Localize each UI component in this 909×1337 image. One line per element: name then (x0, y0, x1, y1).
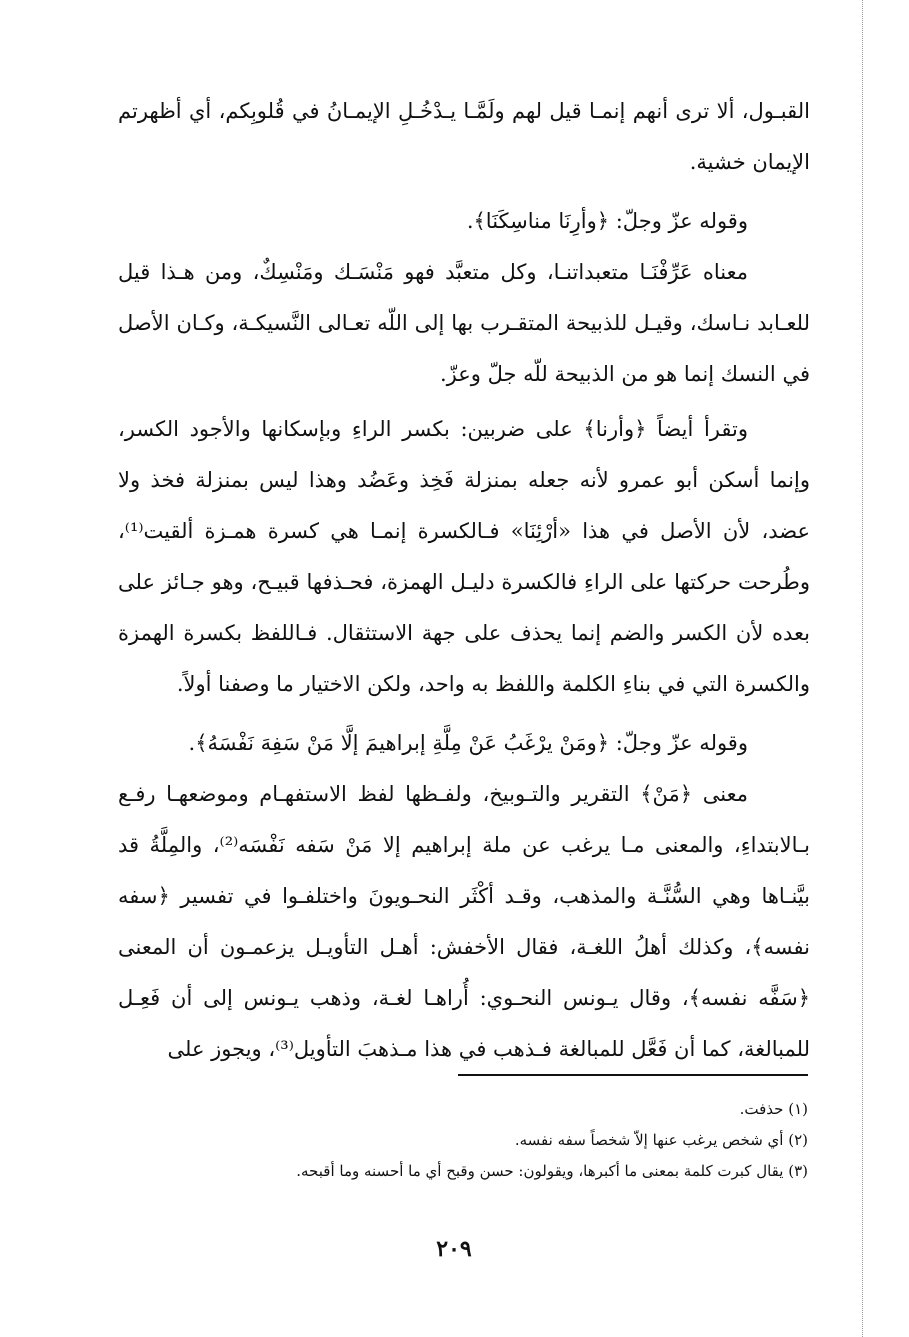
main-text (118, 86, 810, 1075)
verse-heading: وقوله عزّ وجلّ: ﴿وأرِنَا مناسِكَنَا﴾. (466, 209, 748, 233)
footnotes (118, 1094, 808, 1187)
footnote: (٢) أي شخص يرغب عنها إلاّ شخصاً سفه نفسه. (514, 1131, 808, 1149)
paragraph: وتقرأ أيضاً ﴿وأرنا﴾ على ضربين: بكسر الراءِ وبإسكانها والأجود الكسر، وإنما أسكن أبو عمرو لأنه جعله بمنزلة فَخِذ وعَضُد وهذا ليس بمنزلة فخذ ولا عضد، لأن الأصل في هذا «أرْئِنَا» فـالكسرة إنمـا هي كسرة همـزة ألقيت⁽¹⁾، وطُرحت حركتها على الراءِ فالكسرة دليـل الهمزة، فحـذفها قبيـح، وهو جـائز على بعده لأن الكسر والضم إنما يحذف على جهة الاستثقال. فـاللفظ بكسرة الهمزة والكسرة التي في بناءِ الكلمة واللفظ به واحد، ولكن الاختيار ما وصفنا أولاً. (118, 417, 810, 696)
page-edge-line (862, 0, 863, 1337)
footnote: (١) حذفت. (739, 1100, 808, 1118)
paragraph: معناه عَرِّفْنَـا متعبداتنـا، وكل متعبَّد فهو مَنْسَـك ومَنْسِكٌ، ومن هـذا قيل للعـابد نـاسك، وقيـل للذبيحة المتقـرب بها إلى اللّه تعـالى النَّسيكـة، وكـان الأصل في النسك إنما هو من الذبيحة للّه جلّ وعزّ. (118, 260, 810, 386)
footnote-divider (458, 1074, 808, 1076)
footnote: (٣) يقال كبرت كلمة بمعنى ما أكبرها، ويقولون: حسن وقبح أي ما أحسنه وما أقبحه. (296, 1162, 808, 1180)
paragraph: معنى ﴿مَنْ﴾ التقرير والتـوبيخ، ولفـظها لفظ الاستفهـام وموضعهـا رفـع بـالابتداءِ، والمعنى مـا يرغب عن ملة إبراهيم إلا مَنْ سَفه نَفْسَه⁽²⁾، والمِلَّةُ قد بيَّنـاها وهي السُّنَّـة والمذهب، وقـد أكْثَر النحـويونَ واختلفـوا في تفسير ﴿سفه نفسه﴾، وكذلك أهلُ اللغـة، فقال الأخفش: أهـل التأويـل يزعمـون أن المعنى ﴿سَفَّه نفسه﴾، وقال يـونس النحـوي: أُراهـا لغـة، وذهب يـونس إلى أن فَعِـل للمبالغة، كما أن فَعَّل للمبالغة فـذهب في هذا مـذهبَ التأويل⁽³⁾، ويجوز على (118, 782, 810, 1061)
verse-heading: وقوله عزّ وجلّ: ﴿ومَنْ يرْغَبُ عَنْ مِلَّةِ إبراهيمَ إلَّا مَنْ سَفِهَ نَفْسَهُ﴾. (188, 731, 748, 755)
paragraph-continuation: القبـول، ألا ترى أنهم إنمـا قيل لهم ولَمَّـا يـدْخُـلِ الإيمـانُ في قُلوبِكم، أي أظهرتم الإيمان خشية. (118, 99, 810, 174)
page-number: ٢٠٩ (436, 1236, 472, 1262)
